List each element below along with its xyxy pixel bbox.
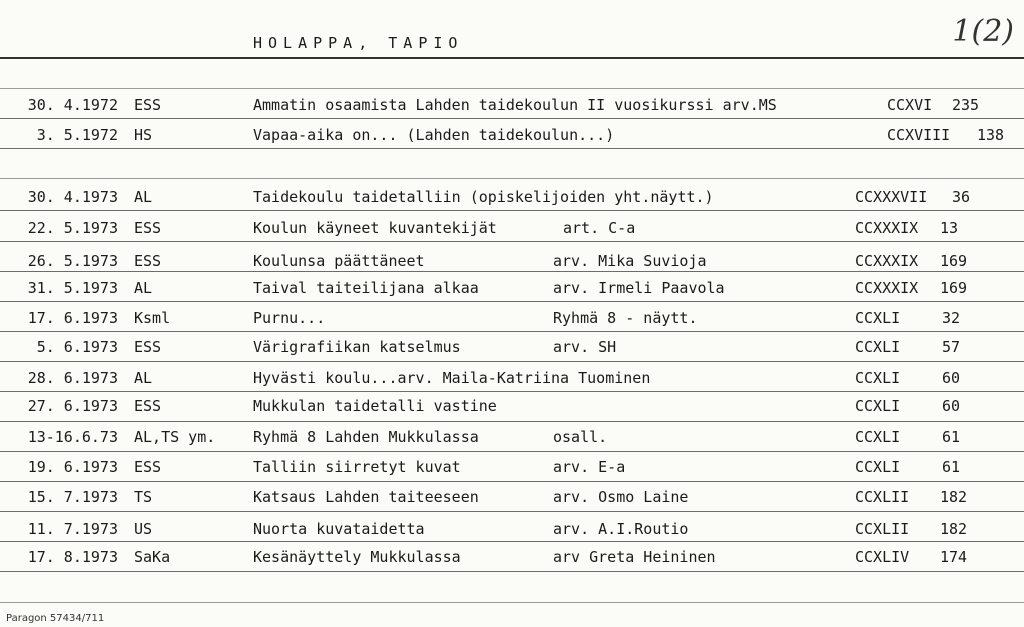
entry-source: ESS	[134, 458, 162, 476]
entry-date: 26. 5.1973	[27, 252, 118, 270]
table-row	[0, 188, 1024, 208]
table-row	[0, 369, 1024, 389]
rule	[0, 421, 1024, 422]
entry-title: Mukkulan taidetalli vastine	[253, 397, 497, 415]
rule	[0, 241, 1024, 242]
table-row	[0, 279, 1024, 299]
table-row	[0, 520, 1024, 540]
entry-source: HS	[134, 126, 153, 144]
entry-note: Ryhmä 8 - näytt.	[553, 309, 698, 327]
entry-note: arv. SH	[553, 338, 617, 356]
rule	[0, 301, 1024, 302]
entry-note: art. C-a	[563, 219, 636, 237]
entry-source: AL	[134, 279, 153, 297]
entry-source: US	[134, 520, 153, 538]
entry-date: 27. 6.1973	[27, 397, 118, 415]
rule	[0, 88, 1024, 89]
rule	[0, 541, 1024, 542]
entry-volume: CCXLIV	[855, 548, 910, 566]
entry-note: arv Greta Heininen	[553, 548, 716, 566]
entry-title: Koulunsa päättäneet	[253, 252, 425, 270]
entry-title: Ammatin osaamista Lahden taidekoulun II vuosikurssi arv.MS	[253, 96, 777, 114]
entry-volume: CCXVIII	[887, 126, 951, 144]
entry-title: Nuorta kuvataidetta	[253, 520, 425, 538]
entry-title: Hyvästi koulu...arv. Maila-Katriina Tuominen	[253, 369, 651, 387]
entry-date: 30. 4.1973	[27, 188, 118, 206]
rule	[0, 451, 1024, 452]
page-number: 1(2)	[952, 14, 1014, 49]
entry-source: ESS	[134, 219, 162, 237]
entry-page: 169	[940, 279, 968, 297]
entry-page: 57	[942, 338, 961, 356]
card-title: HOLAPPA, TAPIO	[253, 34, 464, 52]
table-row	[0, 458, 1024, 478]
entry-volume: CCXXXVII	[855, 188, 928, 206]
entry-title: Taidekoulu taidetalliin (opiskelijoiden yht.näytt.)	[253, 188, 714, 206]
entry-volume: CCXLII	[855, 520, 910, 538]
entry-title: Katsaus Lahden taiteeseen	[253, 488, 479, 506]
entry-source: Ksml	[134, 309, 171, 327]
header-rule	[0, 57, 1024, 59]
entry-date: 15. 7.1973	[27, 488, 118, 506]
entry-date: 31. 5.1973	[27, 279, 118, 297]
table-row	[0, 488, 1024, 508]
entry-page: 60	[942, 397, 961, 415]
rule	[0, 118, 1024, 119]
entry-title: Ryhmä 8 Lahden Mukkulassa	[253, 428, 479, 446]
entry-date: 19. 6.1973	[27, 458, 118, 476]
rule	[0, 511, 1024, 512]
entry-page: 13	[940, 219, 959, 237]
entry-page: 169	[940, 252, 968, 270]
entry-note: arv. E-a	[553, 458, 626, 476]
entry-page: 182	[940, 520, 968, 538]
entry-date: 28. 6.1973	[27, 369, 118, 387]
entry-source: ESS	[134, 338, 162, 356]
rule	[0, 361, 1024, 362]
entry-title: Taival taiteilijana alkaa	[253, 279, 479, 297]
entry-source: ESS	[134, 252, 162, 270]
entry-note: osall.	[553, 428, 608, 446]
entry-source: AL	[134, 188, 153, 206]
entry-date: 3. 5.1972	[36, 126, 118, 144]
entry-page: 182	[940, 488, 968, 506]
entry-page: 174	[940, 548, 968, 566]
entry-page: 61	[942, 428, 961, 446]
entry-page: 138	[977, 126, 1005, 144]
entry-title: Talliin siirretyt kuvat	[253, 458, 461, 476]
entry-volume: CCXLII	[855, 488, 910, 506]
table-row	[0, 96, 1024, 116]
entry-note: arv. Irmeli Paavola	[553, 279, 725, 297]
table-row	[0, 428, 1024, 448]
table-row	[0, 397, 1024, 417]
rule	[0, 602, 1024, 603]
entry-volume: CCXVI	[887, 96, 933, 114]
entry-volume: CCXLI	[855, 309, 901, 327]
rule	[0, 331, 1024, 332]
entry-source: SaKa	[134, 548, 171, 566]
entry-title: Purnu...	[253, 309, 326, 327]
entry-note: arv. Osmo Laine	[553, 488, 689, 506]
entry-volume: CCXXXIX	[855, 279, 919, 297]
entry-source: TS	[134, 488, 153, 506]
entry-note: arv. A.I.Routio	[553, 520, 689, 538]
entry-page: 36	[952, 188, 971, 206]
entry-source: ESS	[134, 397, 162, 415]
entry-source: ESS	[134, 96, 162, 114]
entry-date: 17. 8.1973	[27, 548, 118, 566]
rule	[0, 391, 1024, 392]
rule	[0, 148, 1024, 149]
entry-page: 32	[942, 309, 961, 327]
table-row	[0, 219, 1024, 239]
table-row	[0, 338, 1024, 358]
rule	[0, 178, 1024, 179]
entry-source: AL	[134, 369, 153, 387]
entry-title: Kesänäyttely Mukkulassa	[253, 548, 461, 566]
rule	[0, 210, 1024, 211]
entry-title: Koulun käyneet kuvantekijät	[253, 219, 497, 237]
table-row	[0, 309, 1024, 329]
entry-volume: CCXXXIX	[855, 219, 919, 237]
entry-date: 13-16.6.73	[27, 428, 118, 446]
entry-date: 5. 6.1973	[36, 338, 118, 356]
entry-date: 11. 7.1973	[27, 520, 118, 538]
entry-page: 61	[942, 458, 961, 476]
entry-date: 30. 4.1972	[27, 96, 118, 114]
entry-volume: CCXXXIX	[855, 252, 919, 270]
entry-volume: CCXLI	[855, 397, 901, 415]
table-row	[0, 252, 1024, 272]
rule	[0, 481, 1024, 482]
entry-volume: CCXLI	[855, 369, 901, 387]
entry-date: 17. 6.1973	[27, 309, 118, 327]
entry-title: Vapaa-aika on... (Lahden taidekoulun...)	[253, 126, 615, 144]
rule	[0, 571, 1024, 572]
entry-source: AL,TS ym.	[134, 428, 216, 446]
entry-title: Värigrafiikan katselmus	[253, 338, 461, 356]
entry-volume: CCXLI	[855, 458, 901, 476]
entry-note: arv. Mika Suvioja	[553, 252, 707, 270]
entry-page: 60	[942, 369, 961, 387]
printer-imprint: Paragon 57434/711	[6, 613, 105, 624]
table-row	[0, 548, 1024, 568]
entry-volume: CCXLI	[855, 338, 901, 356]
table-row	[0, 126, 1024, 146]
entry-volume: CCXLI	[855, 428, 901, 446]
entry-date: 22. 5.1973	[27, 219, 118, 237]
entry-page: 235	[952, 96, 980, 114]
